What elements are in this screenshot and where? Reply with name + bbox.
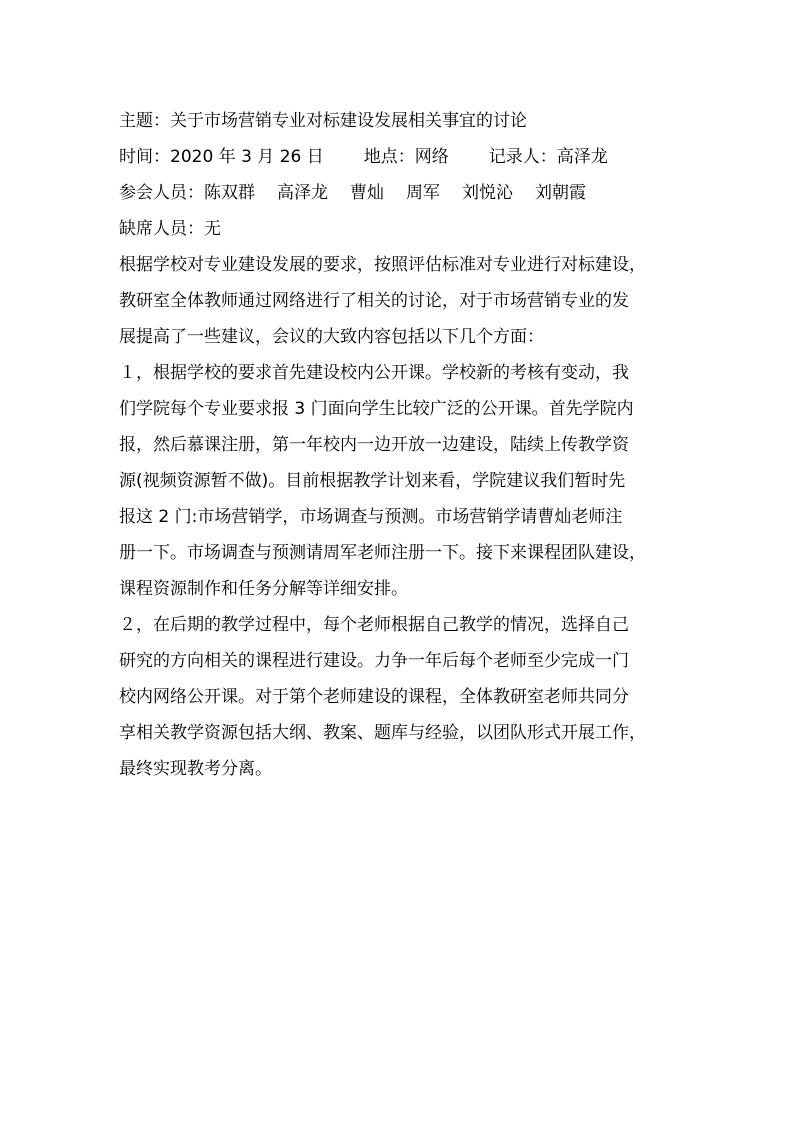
meeting-info-row <box>119 139 689 175</box>
attendee-name: 刘悦沁 <box>462 183 513 203</box>
discussion-point-2 <box>119 607 689 787</box>
paragraph-line: 享相关教学资源包括大纲、教案、题库与经验，以团队形式开展工作， <box>119 723 646 743</box>
discussion-point-1 <box>119 355 689 607</box>
paragraph-line: 报这 2 门:市场营销学，市场调查与预测。市场营销学请曹灿老师注 <box>119 507 623 527</box>
absent-members: 缺席人员：无 <box>119 219 221 239</box>
paragraph-line: ２，在后期的教学过程中，每个老师根据自己教学的情况，选择自己 <box>119 615 629 635</box>
paragraph-line: 教研室全体教师通过网络进行了相关的讨论，对于市场营销专业的发 <box>119 291 629 311</box>
paragraph-line: 根据学校对专业建设发展的要求，按照评估标准对专业进行对标建设， <box>119 255 646 275</box>
meeting-recorder: 记录人：高泽龙 <box>488 147 608 167</box>
attendee-name: 周军 <box>406 183 440 203</box>
attendee-name: 高泽龙 <box>277 183 328 203</box>
intro-paragraph <box>119 247 689 355</box>
paragraph-line: 册一下。市场调查与预测请周军老师注册一下。接下来课程团队建设， <box>119 543 646 563</box>
paragraph-line: 研究的方向相关的课程进行建设。力争一年后每个老师至少完成一门 <box>119 651 629 671</box>
paragraph-line: 展提高了一些建议，会议的大致内容包括以下几个方面： <box>119 327 544 347</box>
paragraph-line: 们学院每个专业要求报 3 门面向学生比较广泛的公开课。首先学院内 <box>119 399 634 419</box>
meeting-location: 地点：网络 <box>363 147 449 167</box>
paragraph-line: 课程资源制作和任务分解等详细安排。 <box>119 579 408 599</box>
paragraph-line: 最终实现教考分离。 <box>119 759 272 779</box>
paragraph-line: 报，然后慕课注册，第一年校内一边开放一边建设，陆续上传教学资 <box>119 435 629 455</box>
meeting-time: 时间：2020 年 3 月 26 日 <box>119 147 324 167</box>
paragraph-line: １，根据学校的要求首先建设校内公开课。学校新的考核有变动，我 <box>119 363 629 383</box>
meeting-minutes <box>119 103 689 787</box>
attendee-name: 曹灿 <box>350 183 384 203</box>
paragraph-line: 源(视频资源暂不做)。目前根据教学计划来看，学院建议我们暂时先 <box>119 471 626 491</box>
meeting-subject: 主题：关于市场营销专业对标建设发展相关事宜的讨论 <box>119 111 527 131</box>
attendee-name: 刘朝霞 <box>535 183 586 203</box>
attendees-label: 参会人员： <box>119 183 204 203</box>
paragraph-line: 校内网络公开课。对于第个老师建设的课程，全体教研室老师共同分 <box>119 687 629 707</box>
attendees-row <box>119 175 689 211</box>
attendee-name: 陈双群 <box>204 183 255 203</box>
